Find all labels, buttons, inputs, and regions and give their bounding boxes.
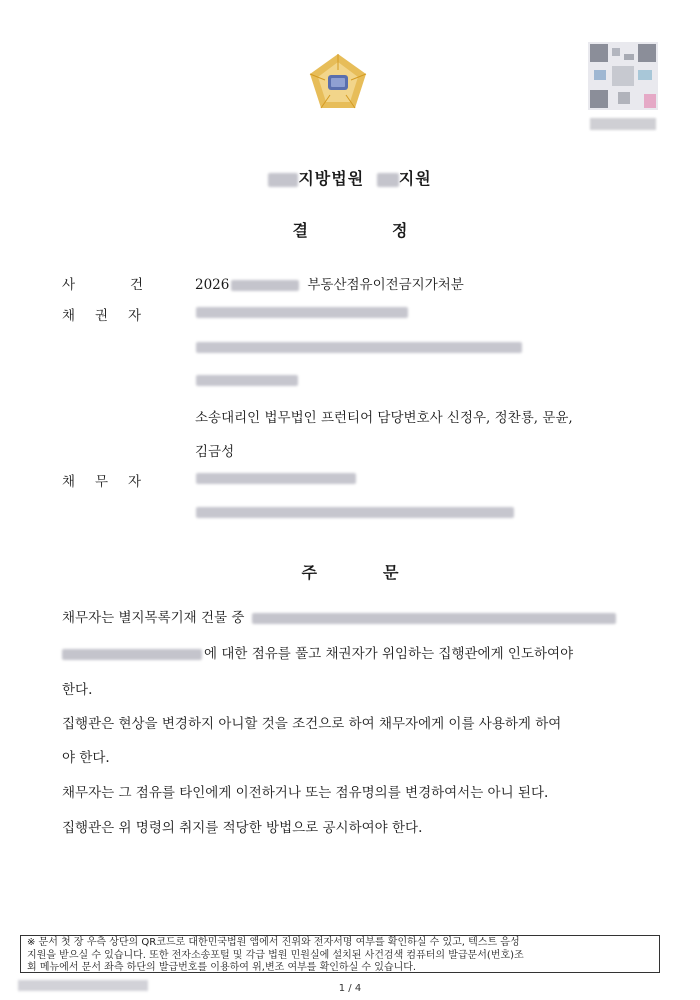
page-indicator: 1 / 4 xyxy=(338,983,362,994)
qr-code[interactable] xyxy=(588,42,658,110)
case-label-char-1: 사 xyxy=(62,277,76,293)
redacted-debtor-name xyxy=(196,473,356,484)
debtor-label-char-2: 무 xyxy=(95,474,109,490)
order-line-1 xyxy=(62,606,616,626)
debtor-label-char-3: 자 xyxy=(128,474,142,490)
redacted-creditor-representative xyxy=(196,375,298,386)
order-line-2 xyxy=(62,642,573,662)
qr-caption-redacted xyxy=(590,118,656,130)
title-char-1: 결 xyxy=(292,221,308,240)
case-value xyxy=(195,273,464,293)
document-title xyxy=(0,218,700,241)
title-char-2: 정 xyxy=(392,221,408,240)
case-name: 부동산점유이전금지가처분 xyxy=(307,277,464,293)
notice-line-1: ※ 문서 첫 장 우측 상단의 QR코드로 대한민국법원 앱에서 진위와 전자서명 여부를 확인하실 수 있고, 텍스트 음성 xyxy=(27,937,520,948)
redacted-property-description-cont xyxy=(62,649,202,660)
order-line-4: 집행관은 현상을 변경하지 아니할 것을 조건으로 하여 채무자에게 이를 사용하게 하여 xyxy=(62,716,562,732)
redacted-case-number xyxy=(231,280,299,291)
redacted-creditor-address xyxy=(196,342,522,353)
redacted-court-region xyxy=(268,173,298,187)
creditor-agent: 소송대리인 법무법인 프런티어 담당변호사 신정우, 정찬룡, 문윤, xyxy=(195,410,573,426)
creditor-label-char-3: 자 xyxy=(128,308,142,324)
creditor-label-char-1: 채 xyxy=(62,308,76,324)
redacted-branch-region xyxy=(377,173,399,187)
order-line-5: 야 한다. xyxy=(62,750,110,766)
debtor-label xyxy=(62,470,182,490)
notice-line-2: 지원을 받으실 수 있습니다. 또한 전자소송포털 및 각급 법원 민원실에 설치된 사건검색 컴퓨터의 발급문서(번호)조 xyxy=(27,949,524,961)
creditor-label xyxy=(62,304,182,324)
notice-line-3: 회 메뉴에서 문서 좌측 하단의 발급번호를 이용하여 위,변조 여부를 확인하실 수 있습니다. xyxy=(27,962,417,973)
verification-notice xyxy=(20,935,660,973)
case-number-prefix: 2026 xyxy=(195,277,230,293)
redacted-debtor-address xyxy=(196,507,514,518)
case-label-char-2: 건 xyxy=(130,277,144,293)
order-line-7: 집행관은 위 명령의 취지를 적당한 방법으로 공시하여야 한다. xyxy=(62,820,423,836)
order-line-3: 한다. xyxy=(62,682,93,698)
order-title-char-1: 주 xyxy=(301,563,317,582)
order-line-2-text: 에 대한 점유를 풀고 채권자가 위임하는 집행관에게 인도하여야 xyxy=(204,646,574,662)
creditor-label-char-2: 권 xyxy=(95,308,109,324)
redacted-property-description xyxy=(252,613,616,624)
case-label xyxy=(62,273,182,293)
order-line-6: 채무자는 그 점유를 타인에게 이전하거나 또는 점유명의를 변경하여서는 아니 된다. xyxy=(62,785,549,801)
court-name-suffix-2: 지원 xyxy=(398,169,432,188)
court-seal-icon xyxy=(305,50,371,116)
debtor-label-char-1: 채 xyxy=(62,474,76,490)
court-name xyxy=(0,166,700,189)
redacted-creditor-name xyxy=(196,307,408,318)
order-title xyxy=(0,560,700,583)
court-name-suffix-1: 지방법원 xyxy=(298,169,365,188)
creditor-agent-cont: 김금성 xyxy=(195,444,235,460)
order-line-1-text: 채무자는 별지목록기재 건물 중 xyxy=(62,610,245,626)
order-title-char-2: 문 xyxy=(383,563,399,582)
